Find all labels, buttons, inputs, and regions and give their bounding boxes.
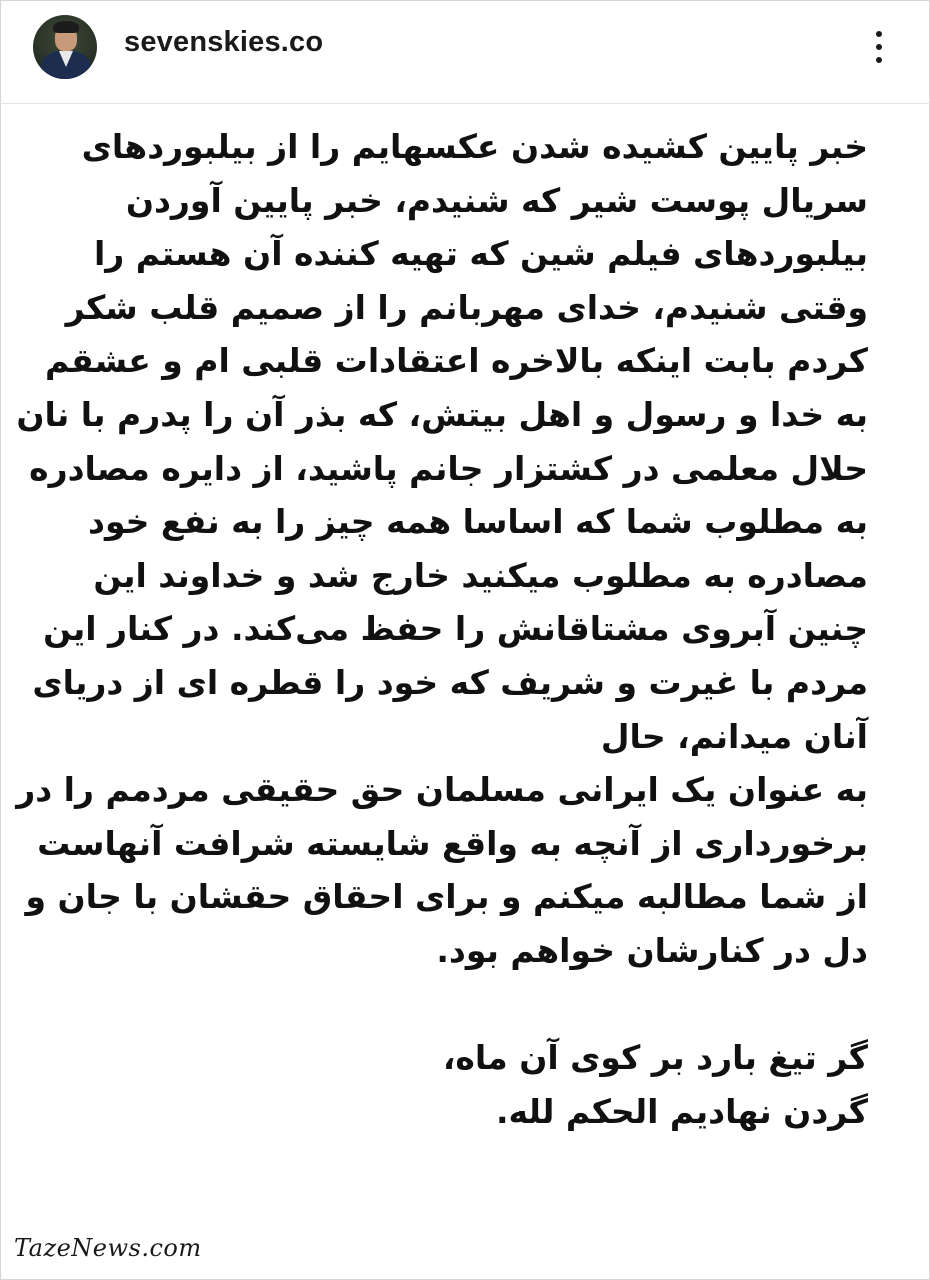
caption-line: وقتی شنیدم، خدای مهربانم را از صمیم قلب شکر	[65, 287, 868, 327]
caption-line: مردم با غیرت و شریف که خود را قطره ای از دریای	[32, 662, 868, 702]
caption-line: مصادره به مطلوب میکنید خارج شد و خداوند این	[93, 555, 868, 595]
more-vertical-icon[interactable]	[864, 28, 894, 68]
caption-line: خبر پایین کشیده شدن عکسهایم را از بیلبوردهای	[81, 127, 868, 166]
caption-line: بیلبوردهای فیلم شین که تهیه کننده آن هستم را	[93, 234, 868, 274]
caption-line: از شما مطالبه میکنم و برای احقاق حقشان با جان و	[25, 877, 868, 917]
more-dot	[876, 44, 882, 50]
caption-line: دل در کنارشان خواهم بود.	[436, 930, 868, 970]
caption-line: به خدا و رسول و اهل بیتش، که بذر آن را پدرم با نان	[16, 394, 868, 434]
caption-line: به مطلوب شما که اساسا همه چیز را به نفع خود	[88, 502, 868, 542]
caption-line: برخورداری از آنچه به واقع شایسته شرافت آنهاست	[37, 823, 868, 863]
caption-line: چنین آبروی مشتاقانش را حفظ می‌کند. در کنار این	[43, 609, 868, 649]
post-header	[0, 0, 930, 104]
watermark: TazeNews.com	[14, 1234, 202, 1262]
caption-spacer	[48, 978, 868, 1032]
more-dot	[876, 57, 882, 63]
post-caption	[16, 120, 868, 1138]
avatar-hair-shape	[53, 21, 79, 33]
caption-line: حلال معلمی در کشتزار جانم پاشید، از دایره مصادره	[29, 448, 868, 488]
more-dot	[876, 31, 882, 37]
caption-line: سریال پوست شیر که شنیدم، خبر پایین آوردن	[125, 180, 868, 220]
verse-line: گردن نهادیم الحکم لله.	[495, 1091, 868, 1131]
username-link[interactable]: sevenskies.co	[124, 26, 324, 58]
verse-line: گر تیغ بارد بر کوی آن ماه،	[442, 1038, 868, 1078]
caption-line: کردم بابت اینکه بالاخره اعتقادات قلبی ام و عشقم	[45, 341, 868, 381]
avatar[interactable]	[33, 15, 97, 79]
caption-line: آنان میدانم، حال	[600, 716, 868, 756]
caption-line: به عنوان یک ایرانی مسلمان حق حقیقی مردمم را در	[16, 770, 868, 810]
